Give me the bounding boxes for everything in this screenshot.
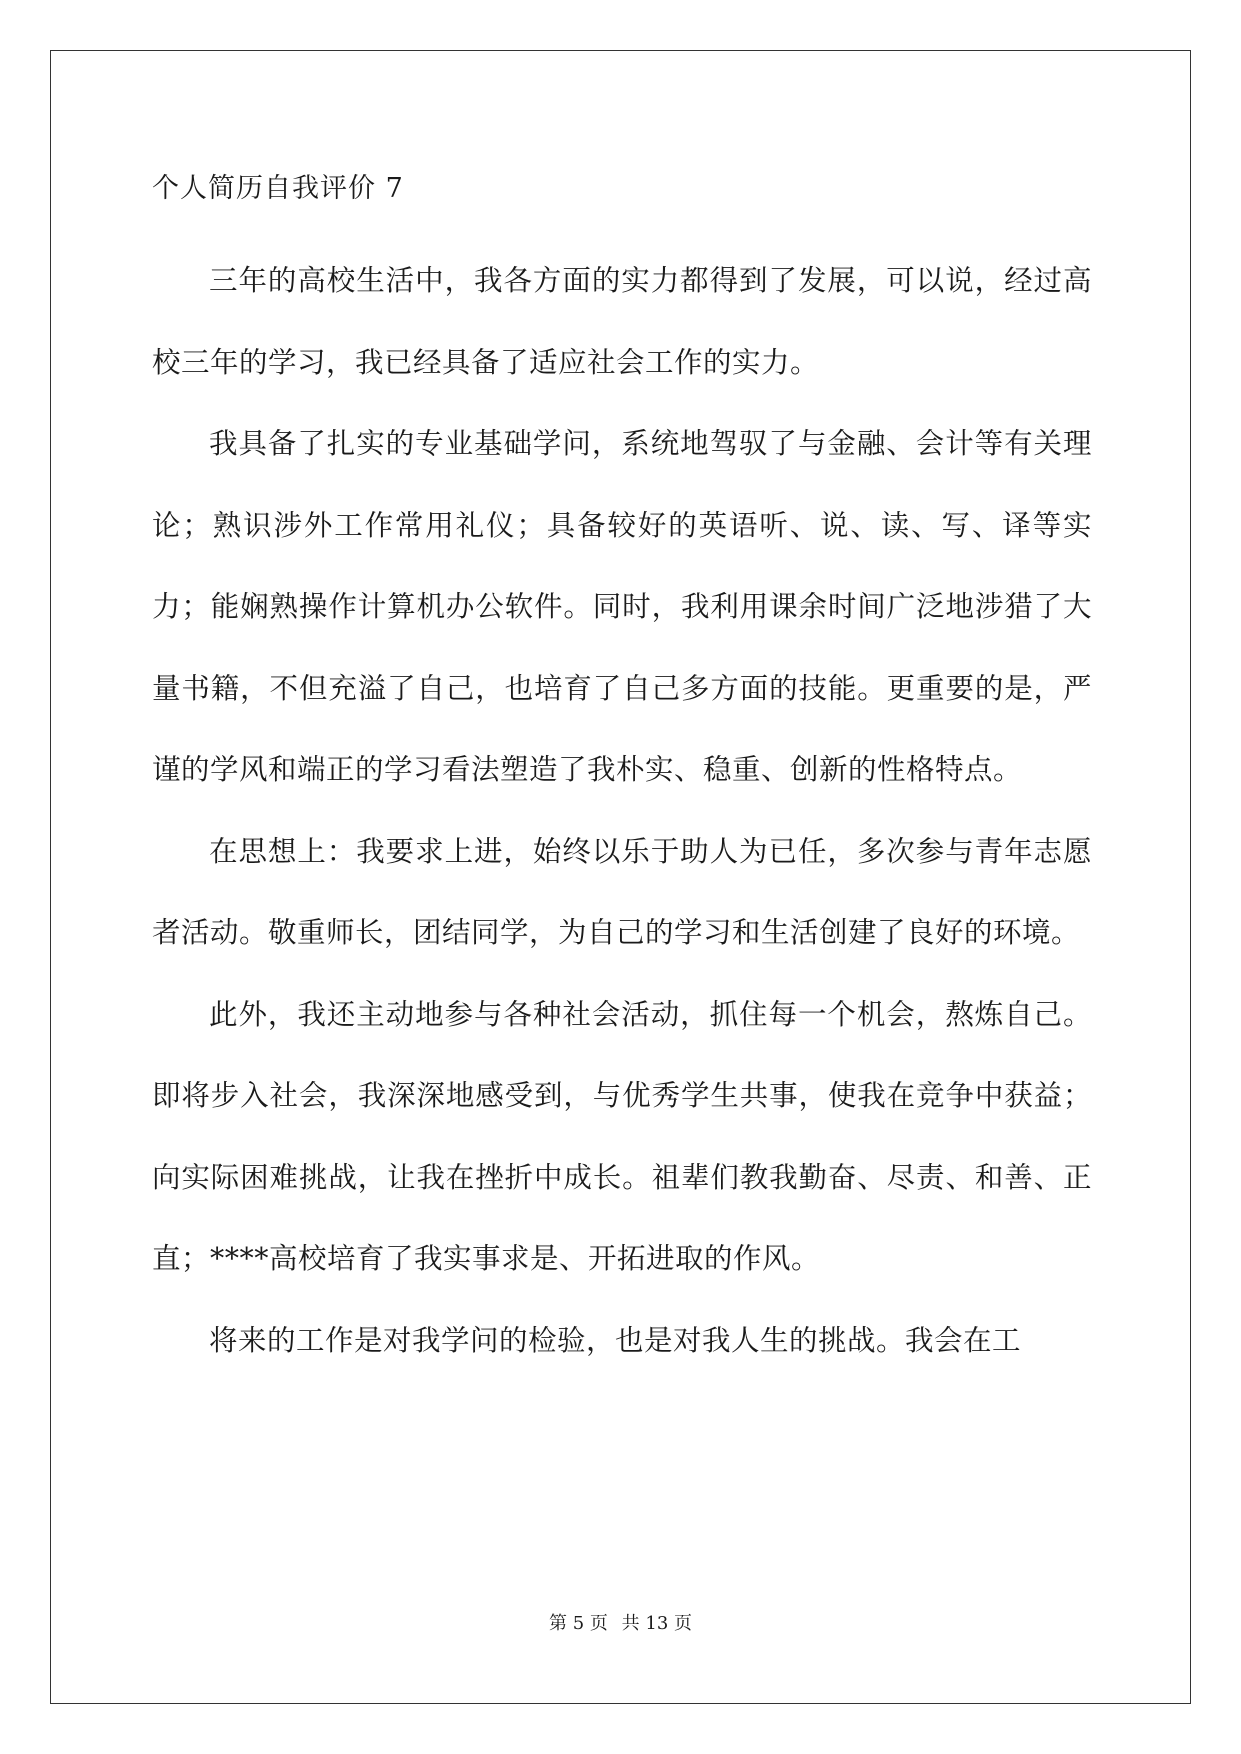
page-number: 第 5 页	[549, 1613, 608, 1634]
paragraph-5: 将来的工作是对我学问的检验，也是对我人生的挑战。我会在工	[209, 1323, 1022, 1357]
paragraph-1: 三年的高校生活中，我各方面的实力都得到了发展，可以说，经过高校三年的学习，我已经具备了适应社会工作的实力。	[152, 264, 1092, 379]
document-title: 个人简历自我评价 7	[152, 173, 404, 204]
document-body	[152, 162, 1092, 1381]
page-total: 共 13 页	[621, 1613, 692, 1634]
page-footer	[0, 1612, 1241, 1636]
paragraph-2: 我具备了扎实的专业基础学问，系统地驾驭了与金融、会计等有关理论；熟识涉外工作常用礼仪；具备较好的英语听、说、读、写、译等实力；能娴熟操作计算机办公软件。同时，我利用课余时间广泛地涉猎了大量书籍，不但充溢了自己，也培育了自己多方面的技能。更重要的是，严谨的学风和端正的学习看法塑造了我朴实、稳重、创新的性格特点。	[152, 427, 1092, 786]
paragraph-3: 在思想上：我要求上进，始终以乐于助人为已任，多次参与青年志愿者活动。敬重师长，团结同学，为自己的学习和生活创建了良好的环境。	[152, 834, 1092, 949]
paragraph-4: 此外，我还主动地参与各种社会活动，抓住每一个机会，熬炼自己。即将步入社会，我深深地感受到，与优秀学生共事，使我在竞争中获益；向实际困难挑战，让我在挫折中成长。祖辈们教我勤奋、尽责、和善、正直；****高校培育了我实事求是、开拓进取的作风。	[152, 997, 1092, 1275]
